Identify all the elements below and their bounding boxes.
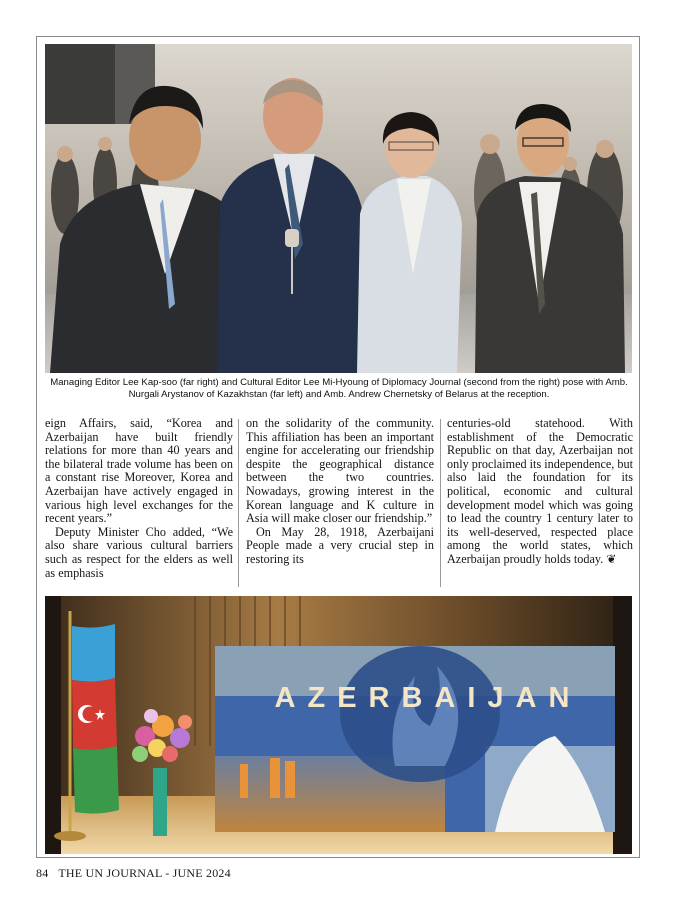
azerbaijan-banner-photo	[45, 596, 632, 854]
article-column-2	[246, 417, 434, 567]
article-paragraph: On May 28, 1918, Azerbaijani People made a very crucial step in restoring its	[246, 524, 434, 566]
page-footer	[36, 866, 231, 881]
column-divider	[238, 419, 239, 587]
article-column-1	[45, 417, 233, 580]
reception-group-photo	[45, 44, 632, 373]
article-paragraph: on the solidarity of the community. This affiliation has been an important engine for accelerating our friendship despite the geographical distance between the two countries. Nowadays, growing interest in the Korean language and K culture in Asia will make closer our friendship.”	[246, 416, 434, 526]
publication-title: THE UN JOURNAL - JUNE 2024	[58, 866, 231, 880]
article-column-3	[447, 417, 633, 567]
page-number: 84	[36, 866, 49, 880]
article-paragraph: Deputy Minister Cho added, “We also share various cultural barriers such as respect for the elders as well as emphasis	[45, 524, 233, 580]
end-mark-icon: ❦	[606, 551, 617, 566]
article-paragraph: eign Affairs, said, “Korea and Azerbaijan have built friendly relations for more than 40 years and the bilateral trade volume has been on a constant rise Moreover, Korea and Azerbaijan have actively engaged in various high level exchanges for the recent years.”	[45, 416, 233, 526]
photo-caption: Managing Editor Lee Kap-soo (far right) and Cultural Editor Lee Mi-Hyoung of Diplomacy Journal (second from the right) pose with Amb. Nurgali Arystanov of Kazakhstan (far left) and Amb. Andrew Chernetsky of Belarus at the reception.	[50, 377, 628, 400]
article-paragraph: centuries-old statehood. With establishment of the Democratic Republic on that day, Azerbaijan not only proclaimed its independence, but also laid the foundation for its political, economic and cultural development model which was going to lead the country 1 century later to its well-deserved, respected place among the world states, which Azerbaijan proudly holds today.	[447, 416, 633, 566]
column-divider	[440, 419, 441, 587]
banner-title: AZERBAIJAN	[274, 682, 582, 714]
